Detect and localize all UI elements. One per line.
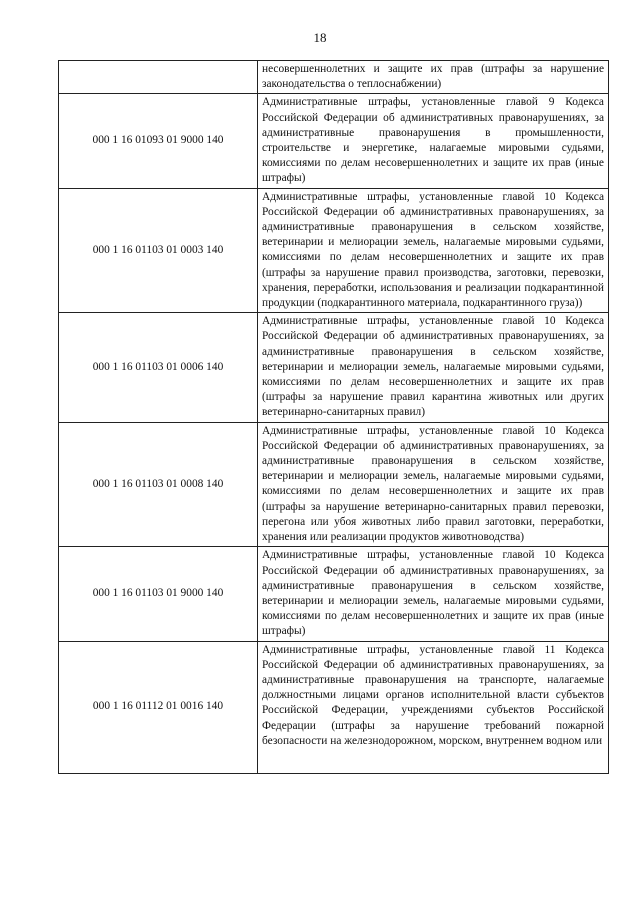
table-row xyxy=(59,313,609,422)
budget-classification-table xyxy=(58,60,609,774)
description-cell: Административные штрафы, установленные главой 10 Кодекса Российской Федерации об административных правонарушениях, за административные правонарушения в сельском хозяйстве, ветеринарии и мелиорации земель, налагаемые мировыми судьями, комиссиями по делам несовершеннолетних и защите их прав (штрафы за нарушение ветеринарно-санитарных правил перевозки, перегона или убоя животных либо правил заготовки, переработки, хранения или реализации продуктов животноводства) xyxy=(258,422,609,547)
code-cell: 000 1 16 01103 01 0006 140 xyxy=(59,313,258,422)
description-cell: Административные штрафы, установленные главой 10 Кодекса Российской Федерации об административных правонарушениях, за административные правонарушения в сельском хозяйстве, ветеринарии и мелиорации земель, налагаемые мировыми судьями, комиссиями по делам несовершеннолетних и защите их прав (иные штрафы) xyxy=(258,547,609,641)
table-row xyxy=(59,94,609,188)
description-cell: Административные штрафы, установленные главой 10 Кодекса Российской Федерации об административных правонарушениях, за административные правонарушения в сельском хозяйстве, ветеринарии и мелиорации земель, налагаемые мировыми судьями, комиссиями по делам несовершеннолетних и защите их прав (штрафы за нарушение правил карантина животных или других ветеринарно-санитарных правил) xyxy=(258,313,609,422)
description-cell: несовершеннолетних и защите их прав (штрафы за нарушение законодательства о теплоснабжении) xyxy=(258,61,609,94)
code-cell: 000 1 16 01112 01 0016 140 xyxy=(59,641,258,773)
code-cell: 000 1 16 01103 01 0008 140 xyxy=(59,422,258,547)
table-row xyxy=(59,188,609,313)
description-text: Административные штрафы, установленные главой 11 Кодекса Российской Федерации об административных правонарушениях, за административные правонарушения на транспорте, налагаемые должностными лицами органов исполнительной власти субъектов Российской Федерации, учреждениями субъектов Российской Федерации (штрафы за нарушение требований пожарной безопасности на железнодорожном, морском, внутреннем водном или xyxy=(262,643,604,747)
table-row xyxy=(59,422,609,547)
description-cell xyxy=(258,641,609,773)
code-cell: 000 1 16 01093 01 9000 140 xyxy=(59,94,258,188)
code-cell: 000 1 16 01103 01 9000 140 xyxy=(59,547,258,641)
code-cell: 000 1 16 01103 01 0003 140 xyxy=(59,188,258,313)
description-cell: Административные штрафы, установленные главой 9 Кодекса Российской Федерации об административных правонарушениях, за административные правонарушения в промышленности, строительстве и энергетике, налагаемые мировыми судьями, комиссиями по делам несовершеннолетних и защите их прав (иные штрафы) xyxy=(258,94,609,188)
table-row xyxy=(59,61,609,94)
table-row xyxy=(59,641,609,773)
code-cell xyxy=(59,61,258,94)
description-cell: Административные штрафы, установленные главой 10 Кодекса Российской Федерации об административных правонарушениях, за административные правонарушения в сельском хозяйстве, ветеринарии и мелиорации земель, налагаемые мировыми судьями, комиссиями по делам несовершеннолетних и защите их прав (штрафы за нарушение правил производства, заготовки, перевозки, хранения, переработки, использования и реализации подкарантинной продукции (подкарантинного материала, подкарантинного груза)) xyxy=(258,188,609,313)
page-number: 18 xyxy=(313,30,327,45)
table-row xyxy=(59,547,609,641)
